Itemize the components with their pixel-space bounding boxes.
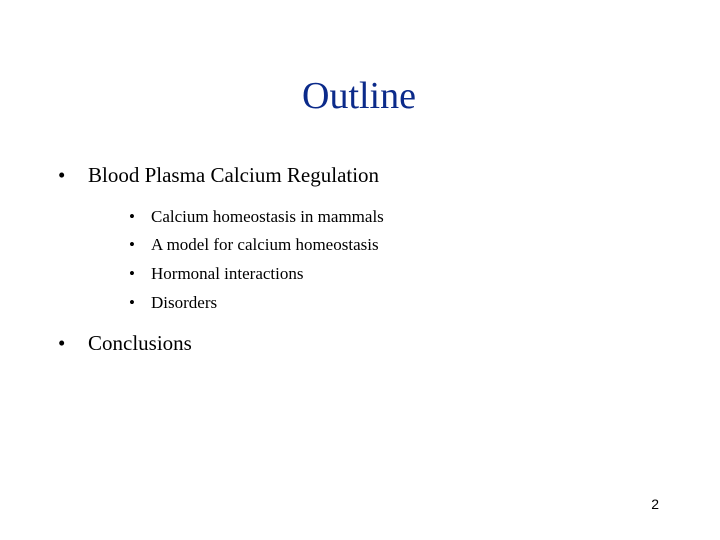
outline-item-conclusions bbox=[58, 330, 192, 356]
sub-item-label: A model for calcium homeostasis bbox=[151, 235, 379, 254]
bullet-icon: • bbox=[129, 293, 135, 312]
sub-item-hormonal bbox=[129, 263, 304, 285]
outline-item-label: Conclusions bbox=[88, 331, 192, 355]
slide-title-text: Outline bbox=[302, 75, 416, 117]
sub-item-disorders bbox=[129, 292, 217, 314]
outline-item-blood-plasma bbox=[58, 162, 379, 188]
sub-item-label: Disorders bbox=[151, 293, 218, 312]
sub-item-label: Hormonal interactions bbox=[151, 264, 304, 283]
slide-title bbox=[0, 72, 720, 120]
sub-item-label: Calcium homeostasis in mammals bbox=[151, 207, 384, 226]
sub-item-calcium-homeostasis bbox=[129, 206, 384, 228]
bullet-icon: • bbox=[58, 331, 66, 355]
bullet-icon: • bbox=[129, 264, 135, 283]
sub-item-model bbox=[129, 234, 379, 256]
bullet-icon: • bbox=[129, 235, 135, 254]
bullet-icon: • bbox=[129, 207, 135, 226]
bullet-icon: • bbox=[58, 163, 66, 187]
page-number: 2 bbox=[651, 496, 659, 512]
outline-item-label: Blood Plasma Calcium Regulation bbox=[88, 163, 380, 187]
